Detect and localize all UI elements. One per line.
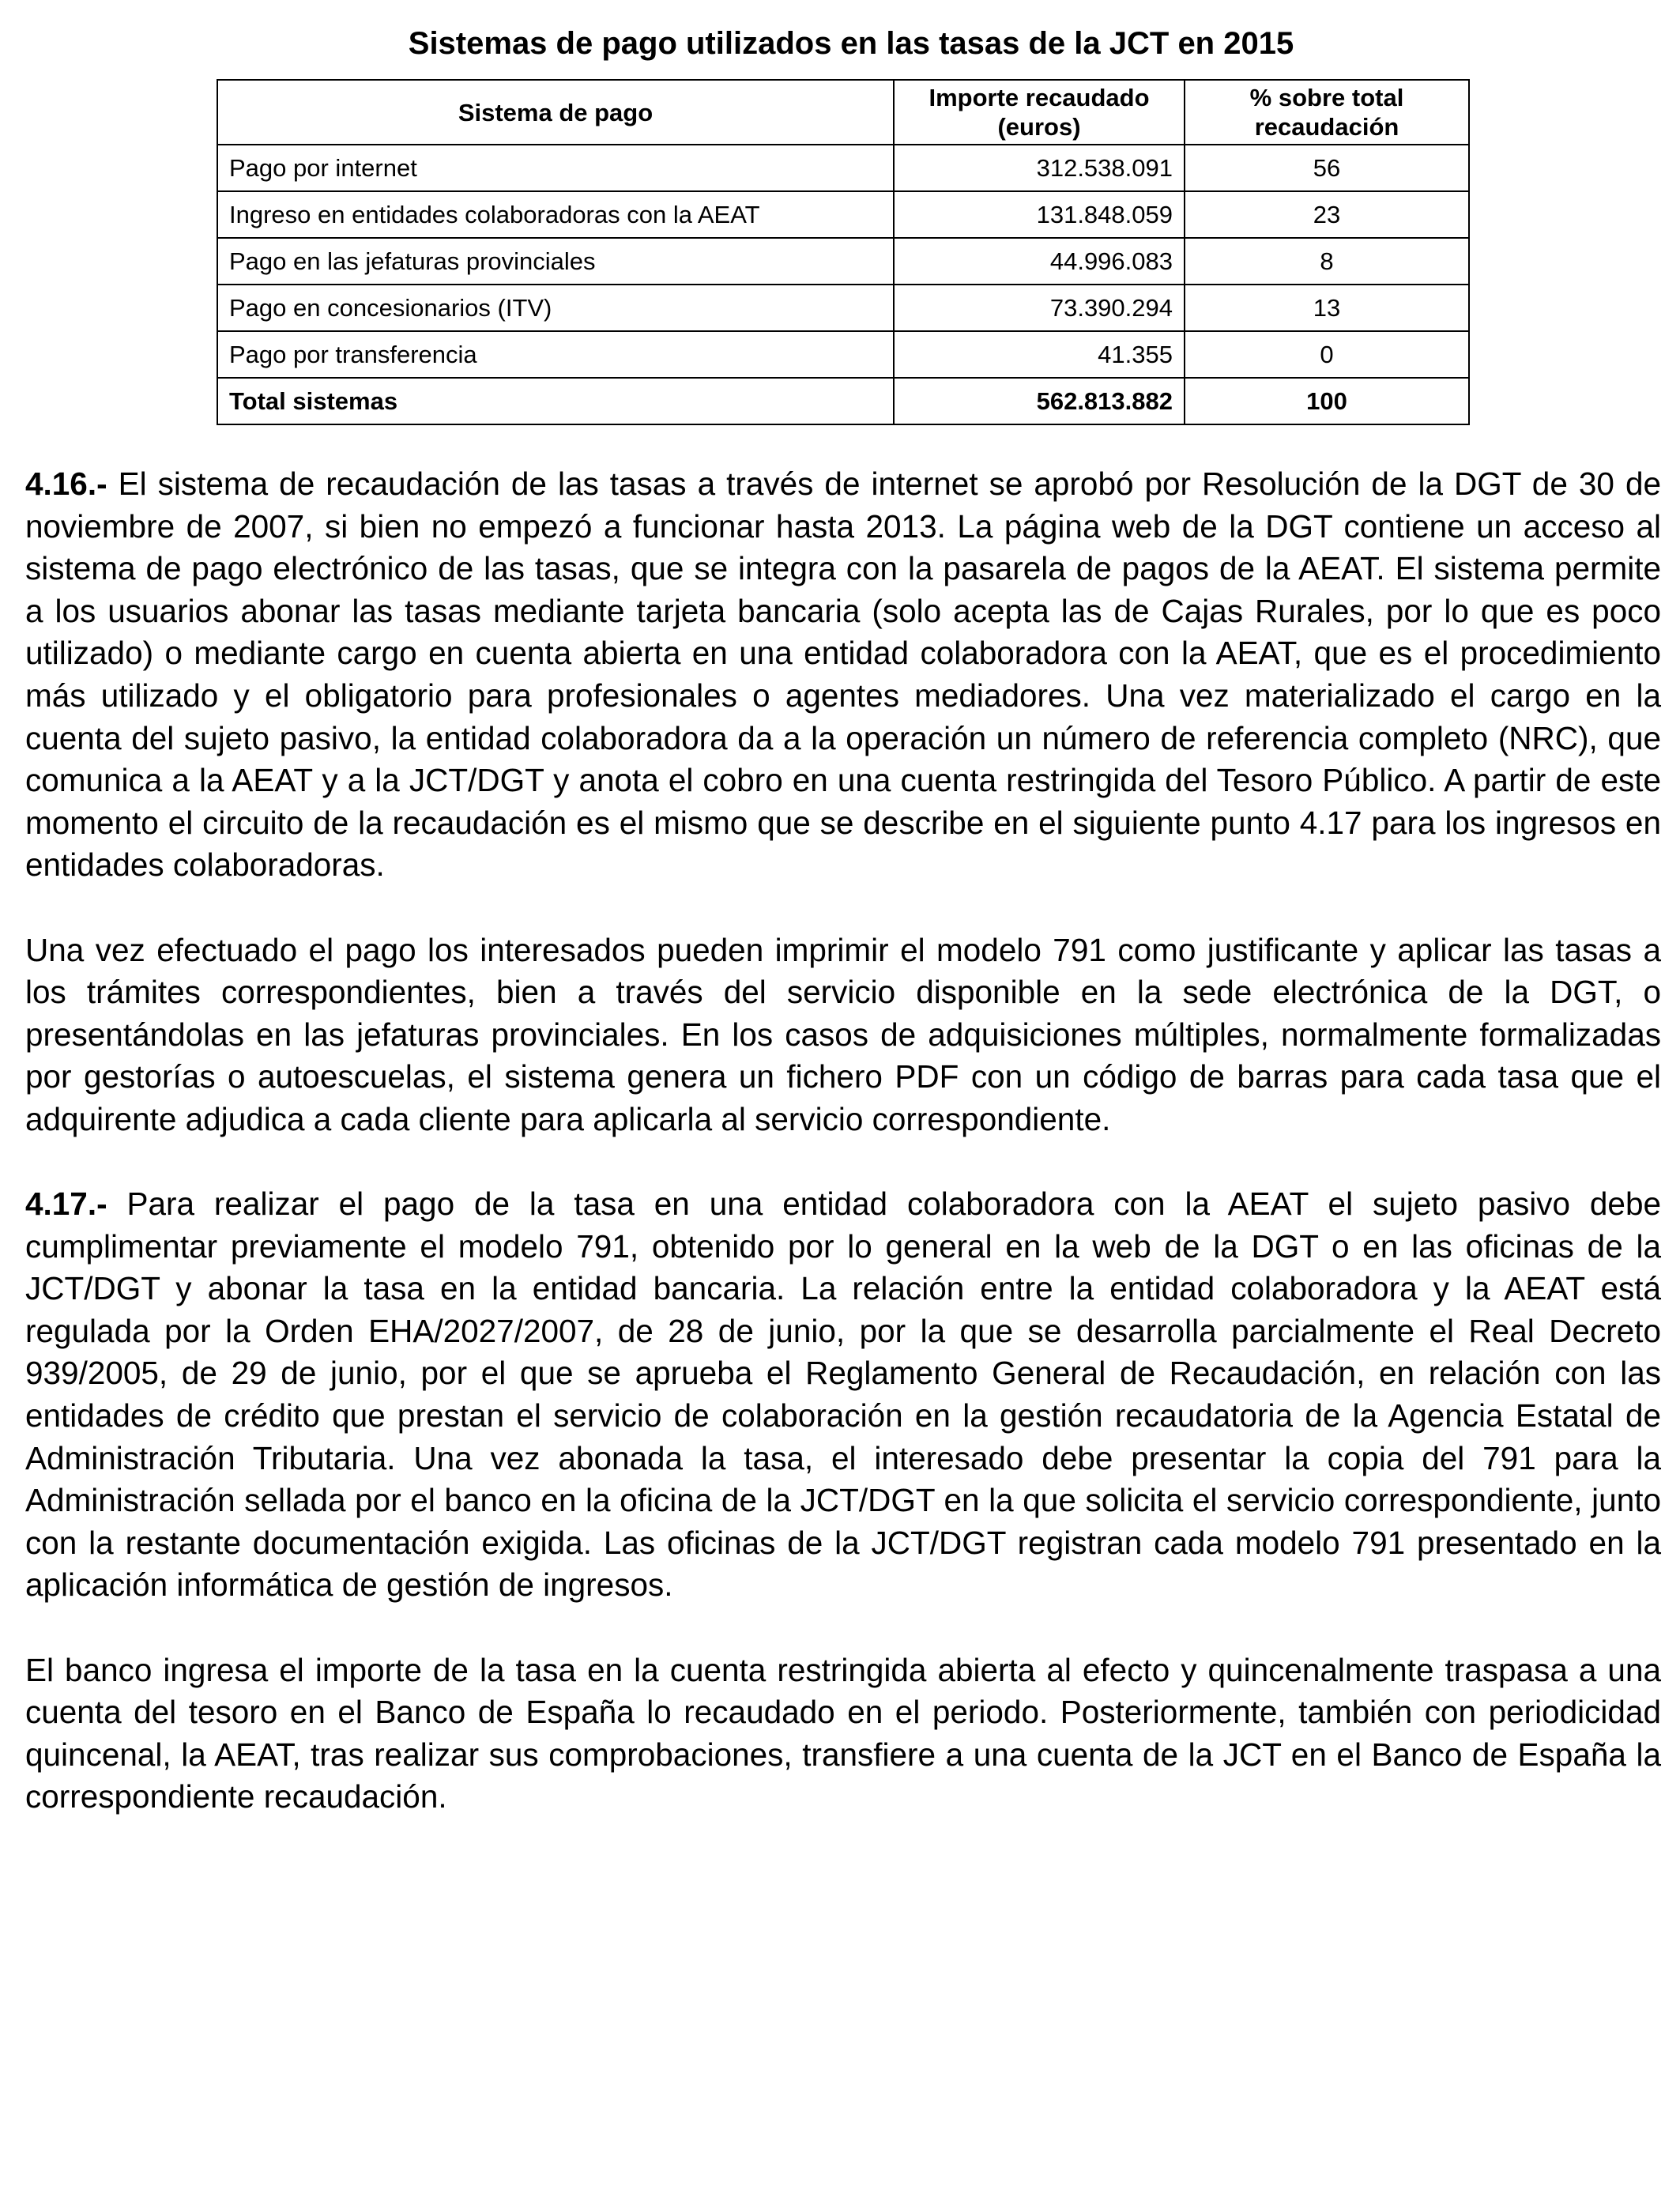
paragraph-text: El sistema de recaudación de las tasas a través de internet se aprobó por Resolución de la DGT de 30 de noviembre de 2007, si bien no empezó a funcionar hasta 2013. La página web de la DGT contiene un acceso al sistema de pago electrónico de las tasas, que se integra con la pasarela de pagos de la AEAT. El sistema permite a los usuarios abonar las tasas mediante tarjeta bancaria (solo acepta las de Cajas Rurales, por lo que es poco utilizado) o mediante cargo en cuenta abierta en una entidad colaboradora con la AEAT, que es el procedimiento más utilizado y el obligatorio para profesionales o agentes mediadores. Una vez materializado el cargo en la cuenta del sujeto pasivo, la entidad colaboradora da a la operación un número de referencia completo (NRC), que comunica a la AEAT y a la JCT/DGT y anota el cobro en una cuenta restringida del Tesoro Público. A partir de este momento el circuito de la recaudación es el mismo que se describe en el siguiente punto 4.17 para los ingresos en entidades colaboradoras.: [25, 466, 1661, 884]
paragraph-4-17: [25, 1183, 1661, 1607]
table-row: [217, 191, 1469, 238]
document-page: [25, 24, 1661, 1861]
body-text: [25, 463, 1661, 1819]
paragraph-number: 4.16.-: [25, 466, 107, 502]
table-total-row: [217, 378, 1469, 424]
cell-importe: 73.390.294: [894, 285, 1185, 331]
cell-importe: 44.996.083: [894, 238, 1185, 285]
cell-importe: 312.538.091: [894, 145, 1185, 191]
paragraph-4-16: [25, 463, 1661, 887]
table-row: [217, 331, 1469, 378]
header-porcentaje: [1185, 80, 1469, 145]
cell-importe: 131.848.059: [894, 191, 1185, 238]
cell-porcentaje: 56: [1185, 145, 1469, 191]
cell-porcentaje: 0: [1185, 331, 1469, 378]
cell-total-label: Total sistemas: [217, 378, 894, 424]
cell-sistema: Pago por internet: [217, 145, 894, 191]
cell-porcentaje: 13: [1185, 285, 1469, 331]
table-row: [217, 285, 1469, 331]
cell-sistema: Pago en las jefaturas provinciales: [217, 238, 894, 285]
header-importe-label: Importe recaudado (euros): [929, 84, 1150, 141]
paragraph-pago-interesados: [25, 929, 1661, 1141]
cell-sistema: Ingreso en entidades colaboradoras con la AEAT: [217, 191, 894, 238]
paragraph-text: Para realizar el pago de la tasa en una entidad colaboradora con la AEAT el sujeto pasivo debe cumplimentar previamente el modelo 791, obtenido por lo general en la web de la DGT o en las oficinas de la JCT/DGT y abonar la tasa en la entidad bancaria. La relación entre la entidad colaboradora y la AEAT está regulada por la Orden EHA/2027/2007, de 28 de junio, por la que se desarrolla parcialmente el Real Decreto 939/2005, de 29 de junio, por el que se aprueba el Reglamento General de Recaudación, en relación con las entidades de crédito que prestan el servicio de colaboración en la gestión recaudatoria de la Agencia Estatal de Administración Tributaria. Una vez abonada la tasa, el interesado debe presentar la copia del 791 para la Administración sellada por el banco en la oficina de la JCT/DGT en la que solicita el servicio correspondiente, junto con la restante documentación exigida. Las oficinas de la JCT/DGT registran cada modelo 791 presentado en la aplicación informática de gestión de ingresos.: [25, 1186, 1661, 1604]
table-row: [217, 145, 1469, 191]
cell-porcentaje: 8: [1185, 238, 1469, 285]
payment-systems-table: [217, 79, 1470, 425]
cell-importe: 41.355: [894, 331, 1185, 378]
header-importe: [894, 80, 1185, 145]
paragraph-number: 4.17.-: [25, 1186, 107, 1223]
header-sistema: Sistema de pago: [217, 80, 894, 145]
cell-sistema: Pago por transferencia: [217, 331, 894, 378]
document-title: Sistemas de pago utilizados en las tasas de la JCT en 2015: [408, 26, 1294, 61]
table-row: [217, 238, 1469, 285]
cell-sistema: Pago en concesionarios (ITV): [217, 285, 894, 331]
paragraph-banco-ingresa: [25, 1649, 1661, 1819]
cell-porcentaje: 23: [1185, 191, 1469, 238]
paragraph-text: Una vez efectuado el pago los interesados pueden imprimir el modelo 791 como justificante y aplicar las tasas a los trámites correspondientes, bien a través del servicio disponible en la sede electrónica de la DGT, o presentándolas en las jefaturas provinciales. En los casos de adquisiciones múltiples, normalmente formalizadas por gestorías o autoescuelas, el sistema genera un fichero PDF con un código de barras para cada tasa que el adquirente adjudica a cada cliente para aplicarla al servicio correspondiente.: [25, 931, 1661, 1137]
cell-total-porcentaje: 100: [1185, 378, 1469, 424]
table-header-row: [217, 80, 1469, 145]
header-porcentaje-label: % sobre total recaudación: [1249, 84, 1404, 141]
cell-total-importe: 562.813.882: [894, 378, 1185, 424]
paragraph-text: El banco ingresa el importe de la tasa en la cuenta restringida abierta al efecto y quincenalmente traspasa a una cuenta del tesoro en el Banco de España lo recaudado en el periodo. Posteriormente, también con periodicidad quincenal, la AEAT, tras realizar sus comprobaciones, transfiere a una cuenta de la JCT en el Banco de España la correspondiente recaudación.: [25, 1651, 1661, 1815]
